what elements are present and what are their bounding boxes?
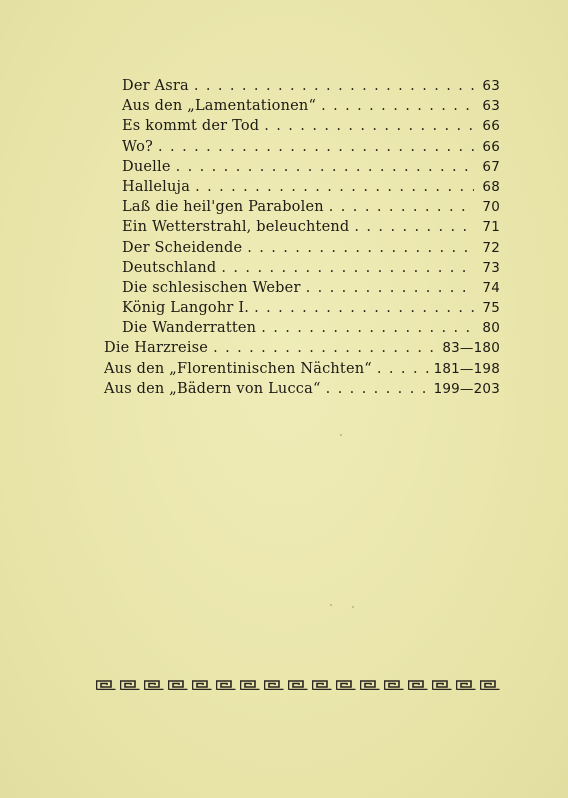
leader-dots <box>326 381 430 397</box>
toc-entry <box>104 118 500 138</box>
toc-entry <box>104 300 500 320</box>
toc-entry-page: 72 <box>482 239 500 256</box>
leader-dots <box>247 240 474 256</box>
leader-dots <box>354 219 474 235</box>
leader-dots <box>306 280 474 296</box>
greek-key-border <box>96 680 500 692</box>
toc-entry <box>104 280 500 300</box>
leader-dots <box>194 78 474 94</box>
greek-key-icon <box>360 680 380 690</box>
toc-entry <box>104 78 500 98</box>
toc-entry <box>104 179 500 199</box>
leader-dots <box>264 118 474 134</box>
leader-dots <box>195 179 474 195</box>
toc-entry-title: Der Asra <box>122 78 189 94</box>
toc-entry-title: Halleluja <box>122 178 191 195</box>
greek-key-icon <box>336 680 356 690</box>
leader-dots <box>158 139 474 155</box>
toc-entry-page: 66 <box>482 138 500 155</box>
toc-entry <box>104 98 500 118</box>
toc-entry-page: 63 <box>482 98 500 115</box>
toc-entry <box>104 139 500 159</box>
toc-entry <box>104 219 500 239</box>
toc-entry-page: 73 <box>482 259 500 276</box>
toc-entry <box>104 320 500 340</box>
leader-dots <box>321 98 474 114</box>
greek-key-icon <box>216 680 236 690</box>
leader-dots <box>261 320 474 336</box>
toc-entry-page: 67 <box>482 158 500 175</box>
toc-entry-page: 71 <box>482 219 500 236</box>
greek-key-icon <box>384 680 404 690</box>
toc-entry-title: König Langohr I. <box>122 300 250 317</box>
toc-entry <box>104 240 500 260</box>
leader-dots <box>329 199 474 215</box>
toc-entry-title: Die schlesischen Weber <box>122 279 301 296</box>
toc-entry <box>104 260 500 280</box>
greek-key-icon <box>312 680 332 690</box>
toc-entry-title: Aus den „Bädern von Lucca“ <box>104 380 321 397</box>
toc-entry <box>104 199 500 219</box>
toc-entry <box>104 361 500 381</box>
toc-entry-page: 68 <box>482 178 500 195</box>
toc-entry-page: 70 <box>482 199 500 216</box>
greek-key-icon <box>264 680 284 690</box>
toc-entry <box>104 340 500 360</box>
toc-entry-title: Die Harzreise <box>104 340 209 357</box>
toc-entry-page: 199—203 <box>433 380 500 397</box>
toc-entry-page: 63 <box>482 78 500 94</box>
toc-entry-title: Der Scheidende <box>122 239 243 256</box>
greek-key-icon <box>432 680 452 690</box>
greek-key-icon <box>192 680 212 690</box>
toc-entry-title: Laß die heil'gen Parabolen <box>122 199 324 216</box>
leader-dots <box>254 300 474 316</box>
leader-dots <box>176 159 474 175</box>
paper-speck <box>330 604 332 606</box>
toc-entry-title: Deutschland <box>122 259 217 276</box>
toc-entry-title: Ein Wetterstrahl, beleuchtend <box>122 219 350 236</box>
greek-key-icon <box>408 680 428 690</box>
greek-key-icon <box>120 680 140 690</box>
leader-dots <box>221 260 474 276</box>
toc-entry-page: 80 <box>482 320 500 337</box>
greek-key-icon <box>96 680 116 690</box>
toc-entry-page: 75 <box>482 300 500 317</box>
greek-key-icon <box>144 680 164 690</box>
toc-entry-title: Duelle <box>122 158 171 175</box>
toc-entry-page: 83—180 <box>442 340 500 357</box>
toc-entry-title: Die Wanderratten <box>122 320 257 337</box>
greek-key-icon <box>240 680 260 690</box>
greek-key-icon <box>168 680 188 690</box>
toc-entry-page: 66 <box>482 118 500 135</box>
greek-key-icon <box>480 680 500 690</box>
table-of-contents <box>104 78 500 401</box>
toc-entry-page: 181—198 <box>433 360 500 377</box>
toc-entry-page: 74 <box>482 279 500 296</box>
paper-speck <box>352 606 354 608</box>
greek-key-icon <box>288 680 308 690</box>
greek-key-icon <box>456 680 476 690</box>
toc-entry-title: Aus den „Florentinischen Nächten“ <box>104 360 372 377</box>
paper-speck <box>340 434 342 436</box>
toc-entry-title: Aus den „Lamentationen“ <box>122 98 317 115</box>
leader-dots <box>377 361 430 377</box>
toc-entry <box>104 159 500 179</box>
toc-entry-title: Wo? <box>122 138 154 155</box>
leader-dots <box>213 340 438 356</box>
toc-entry <box>104 381 500 401</box>
toc-entry-title: Es kommt der Tod <box>122 118 260 135</box>
